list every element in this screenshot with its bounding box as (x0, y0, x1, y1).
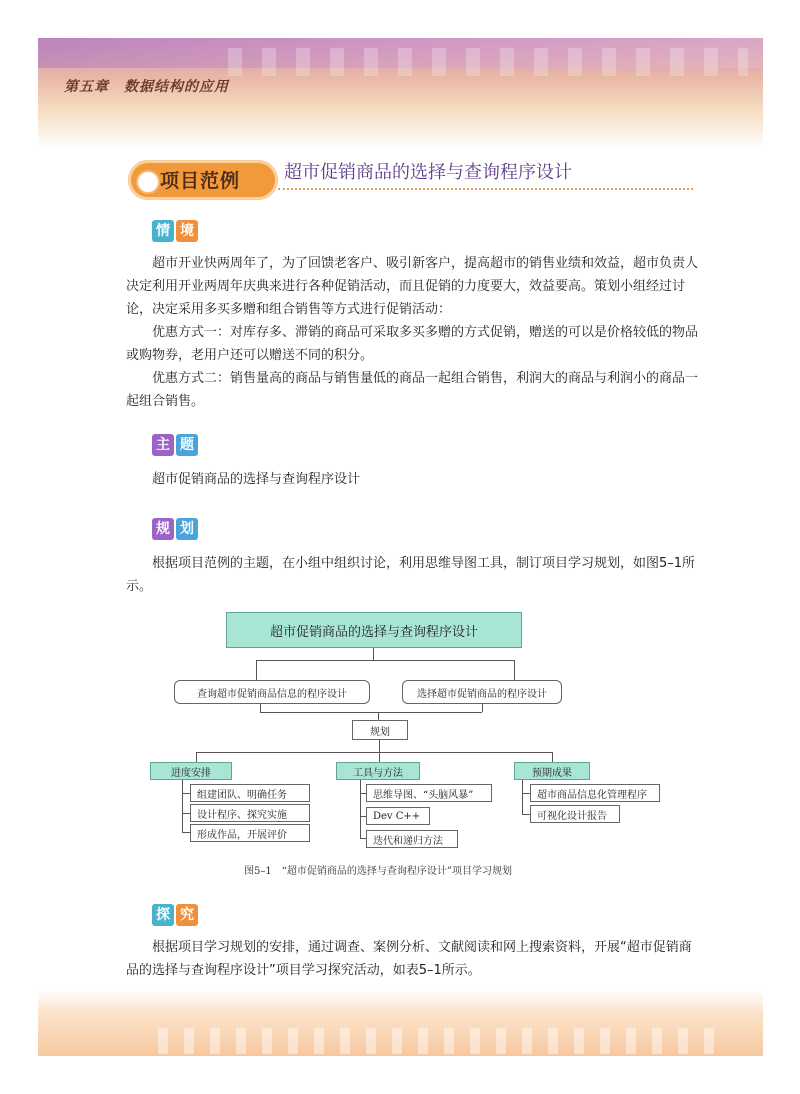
mindmap-sub-right: 选择超市促销商品的程序设计 (402, 680, 562, 704)
project-label: 项目范例 (160, 170, 241, 192)
mindmap-item: 可视化设计报告 (530, 805, 620, 823)
mindmap-item: Dev C++ (366, 807, 430, 825)
mindmap-item: 组建团队、明确任务 (190, 784, 310, 802)
section-tag-explore (152, 904, 198, 926)
tag-char: 主 (152, 434, 174, 456)
section-tag-situation (152, 220, 198, 242)
tag-char: 题 (176, 434, 198, 456)
tag-char: 划 (176, 518, 198, 540)
mindmap-branch-title: 进度安排 (150, 762, 232, 780)
footer-band (38, 990, 763, 1056)
mindmap-sub-left: 查询超市促销商品信息的程序设计 (174, 680, 370, 704)
tag-char: 规 (152, 518, 174, 540)
dotted-divider (278, 188, 693, 190)
explore-text: 根据项目学习规划的安排，通过调查、案例分析、文献阅读和网上搜索资料，开展“超市促销商品的选择与查询程序设计”项目学习探究活动，如表5–1所示。 (126, 940, 692, 978)
situation-paragraph-1: 超市开业快两周年了，为了回馈老客户、吸引新客户，提高超市的销售业绩和效益，超市负责人决定利用开业两周年庆典来进行各种促销活动，而且促销的力度要大，效益要高。策划小组经过讨论，决定采用多买多赠和组合销售等方式进行促销活动： (126, 256, 699, 317)
mindmap-branch-title: 预期成果 (514, 762, 590, 780)
figure-caption: 图5–1 “超市促销商品的选择与查询程序设计”项目学习规划 (244, 866, 512, 877)
mindmap-item: 思维导图、“头脑风暴” (366, 784, 492, 802)
mindmap-item: 超市商品信息化管理程序 (530, 784, 660, 802)
section-tag-plan (152, 518, 198, 540)
tag-char: 探 (152, 904, 174, 926)
mindmap-root: 超市促销商品的选择与查询程序设计 (226, 612, 522, 648)
textbook-page (38, 38, 763, 1056)
mindmap-item: 设计程序、探究实施 (190, 804, 310, 822)
footer-decoration (158, 1028, 718, 1054)
mindmap-branch-title: 工具与方法 (336, 762, 420, 780)
mindmap-item: 形成作品，开展评价 (190, 824, 310, 842)
chapter-heading: 第五章 数据结构的应用 (64, 79, 229, 95)
tag-char: 境 (176, 220, 198, 242)
project-title: 超市促销商品的选择与查询程序设计 (284, 162, 572, 183)
tag-char: 究 (176, 904, 198, 926)
mindmap-center: 规划 (352, 720, 408, 740)
plan-text: 根据项目范例的主题，在小组中组织讨论，利用思维导图工具，制订项目学习规划，如图5–1所示。 (126, 556, 696, 594)
situation-paragraph-3: 优惠方式二：销售量高的商品与销售量低的商品一起组合销售，利润大的商品与利润小的商品一起组合销售。 (126, 371, 699, 409)
mindmap-item: 迭代和递归方法 (366, 830, 458, 848)
situation-paragraph-2: 优惠方式一：对库存多、滞销的商品可采取多买多赠的方式促销，赠送的可以是价格较低的物品或购物券，老用户还可以赠送不同的积分。 (126, 325, 699, 363)
theme-text: 超市促销商品的选择与查询程序设计 (152, 472, 361, 487)
bullet-circle-icon (136, 170, 160, 194)
header-decoration (228, 48, 748, 76)
tag-char: 情 (152, 220, 174, 242)
section-tag-theme (152, 434, 198, 456)
